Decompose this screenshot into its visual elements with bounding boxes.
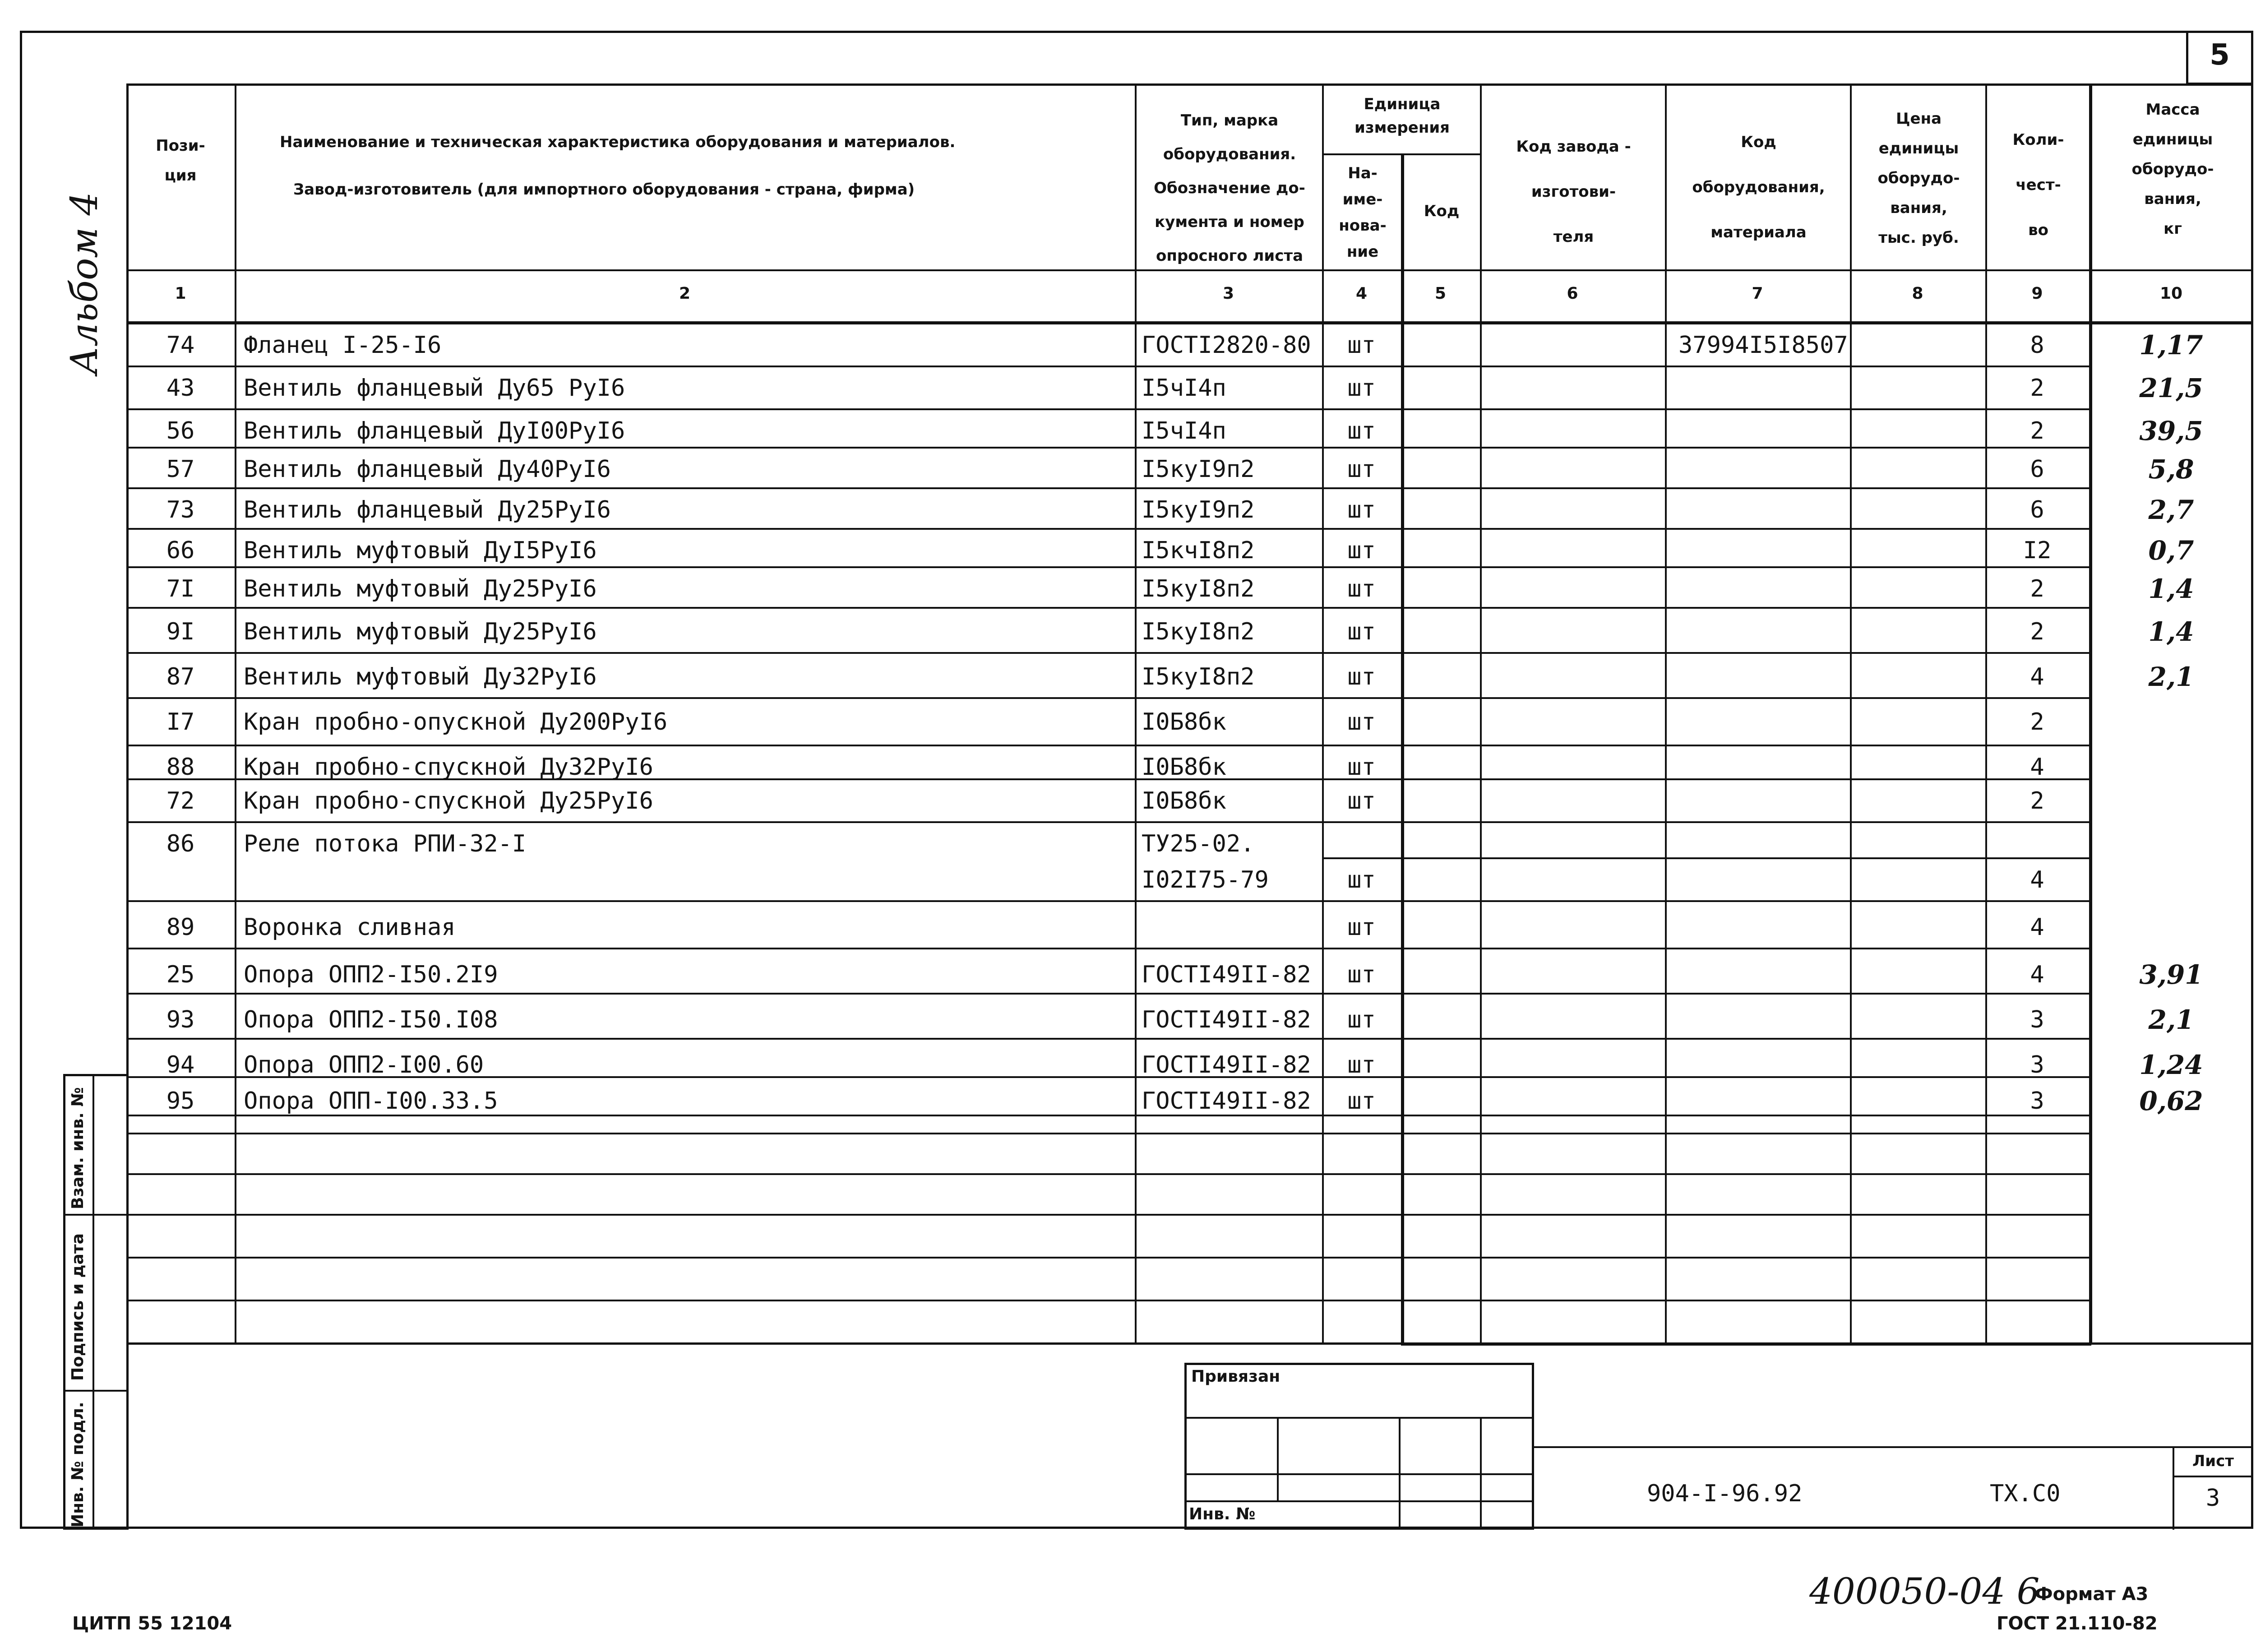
doc-block-top [1534,1446,2253,1448]
cell-name: Кран пробно-спускной Ду25РуI6 [244,787,653,814]
cell-position: 74 [166,332,195,359]
colnum-4: 4 [1355,284,1368,303]
col-line-5 [1480,83,1482,1345]
cell-type: I5куI8п2 [1142,618,1255,645]
cell-name: Опора ОПП2-I00.60 [244,1051,484,1078]
side-strip-divider [92,1074,94,1530]
cell-quantity: 2 [2030,618,2044,645]
cell-mass: 21,5 [2139,373,2203,403]
colnum-7: 7 [1752,284,1763,303]
cell-mass: 2,1 [2148,662,2194,692]
col-line-7 [1850,83,1852,1345]
row-line [126,652,2091,654]
cell-quantity: I2 [2023,537,2052,564]
side-label-inv: Инв. № подл. [69,1402,87,1527]
col-line-2 [1135,83,1137,1345]
header-type: Тип, марка оборудования. Обозначение до- кумента и номер опросного листа [1154,111,1305,265]
cell-quantity: 3 [2030,1051,2044,1078]
footer-handwritten-code: 400050-04 6 [1809,1570,2040,1612]
colnum-5: 5 [1434,284,1447,303]
cell-quantity: 6 [2030,496,2044,523]
cell-unit: шт [1347,866,1376,893]
row-line [126,900,2091,902]
cell-type: I5чI4п [1142,375,1226,402]
cell-unit: шт [1347,375,1376,402]
cell-position: 86 [166,830,195,857]
cell-name: Вентиль муфтовый Ду32РуI6 [244,663,597,690]
cell-position: 87 [166,663,195,690]
cell-quantity: 4 [2030,914,2044,941]
row-line [126,1076,2091,1078]
row-line [126,607,2091,609]
cell-unit: шт [1347,914,1376,941]
cell-unit: шт [1347,456,1376,483]
row-line [126,408,2091,410]
blank-row-line [126,1133,2091,1134]
col-line-4 [1401,153,1404,1345]
cell-quantity: 4 [2030,754,2044,781]
row-line [126,1038,2091,1040]
cell-quantity: 4 [2030,663,2044,690]
cell-type: ГОСТI49II-82 [1142,1087,1311,1115]
colnum-bottom-line [126,321,2253,324]
table-body-bottom [1401,1342,2091,1346]
cell-name: Вентиль фланцевый Ду65 РуI6 [244,375,625,402]
row-line [126,821,2091,823]
row-line [126,993,2091,995]
cell-type: ГОСТI49II-82 [1142,1051,1311,1078]
cell-unit: шт [1347,961,1376,988]
colnum-2: 2 [679,284,691,303]
side-label-podpis: Подпись и дата [69,1233,87,1381]
cell-position: 93 [166,1006,195,1033]
cell-quantity: 2 [2030,787,2044,814]
privyazan-col [1399,1417,1401,1530]
cell-quantity: 2 [2030,417,2044,444]
cell-equipment-code: 37994I5I8507 [1678,332,1848,359]
header-mass: Масса единицы оборудо- вания, кг [2131,101,2214,238]
cell-unit: шт [1347,575,1376,602]
row-line [126,528,2091,530]
cell-name: Кран пробно-спускной Ду32РуI6 [244,754,653,781]
cell-position: 7I [166,575,195,602]
cell-type: ГОСТI2820-80 [1142,332,1311,359]
cell-position: 72 [166,787,195,814]
doc-mark: ТХ.С0 [1990,1480,2061,1507]
side-label-vzam: Взам. инв. № [69,1087,87,1209]
cell-type: I0Б8бк [1142,708,1226,736]
row-line [126,447,2091,449]
cell-unit: шт [1347,618,1376,645]
cell-name: Опора ОПП-I00.33.5 [244,1087,498,1115]
row-line [126,697,2091,699]
cell-name: Вентиль фланцевый Ду40РуI6 [244,456,611,483]
header-unit-name: На- име- нова- ние [1339,164,1387,261]
header-name-line1: Наименование и техническая характеристика оборудования и материалов. [280,133,956,151]
cell-unit: шт [1347,754,1376,781]
cell-name: Реле потока РПИ-32-I [244,830,527,857]
cell-unit: шт [1347,1006,1376,1033]
cell-name: Вентиль фланцевый ДуI00РуI6 [244,417,625,444]
row-line [126,487,2091,489]
colnum-1: 1 [175,284,186,303]
cell-name: Вентиль муфтовый ДуI5РуI6 [244,537,597,564]
colnum-9: 9 [2031,284,2043,303]
cell-unit: шт [1347,496,1376,523]
cell-name: Вентиль муфтовый Ду25РуI6 [244,575,597,602]
cell-position: 9I [166,618,195,645]
col-line-9 [2089,83,2092,1345]
cell-unit: шт [1347,663,1376,690]
cell-position: 66 [166,537,195,564]
cell-mass: 39,5 [2139,416,2203,446]
col-line-1 [235,83,236,1345]
sheet-number: 3 [2205,1485,2220,1512]
cell-type: I0Б8бк [1142,787,1226,814]
col-line-6 [1665,83,1667,1345]
cell-mass: 0,7 [2148,535,2194,566]
cell-quantity: 3 [2030,1087,2044,1115]
cell-mass: 1,24 [2139,1050,2203,1080]
row-line [126,566,2091,568]
cell-position: 88 [166,754,195,781]
cell-type: I5куI9п2 [1142,456,1255,483]
footer-format: Формат А3 [2035,1584,2149,1605]
footer-stamp: ЦИТП 55 12104 [72,1613,232,1634]
cell-type: I5кчI8п2 [1142,537,1255,564]
header-position: Пози- ция [156,137,205,185]
cell-position: 95 [166,1087,195,1115]
cell-type: ГОСТI49II-82 [1142,961,1311,988]
doc-code: 904-I-96.92 [1647,1480,1803,1507]
cell-type: ГОСТI49II-82 [1142,1006,1311,1033]
cell-position: I7 [166,708,195,736]
header-unit-group: Единица измерения [1355,95,1450,137]
header-quantity: Коли- чест- во [2012,131,2064,239]
cell-name: Фланец I-25-I6 [244,332,442,359]
row-line [126,745,2091,746]
cell-quantity: 8 [2030,332,2044,359]
cell-unit: шт [1347,1087,1376,1115]
cell-quantity: 2 [2030,375,2044,402]
row-line [126,778,2091,780]
side-strip-line [63,1214,129,1216]
cell-unit: шт [1347,1051,1376,1078]
cell-type: I02I75-79 [1142,866,1269,893]
cell-name: Вентиль муфтовый Ду25РуI6 [244,618,597,645]
cell-position: 43 [166,375,195,402]
colnum-6: 6 [1567,284,1578,303]
colnum-10: 10 [2159,284,2183,303]
cell-mass: 1,17 [2139,330,2203,361]
cell-mass: 1,4 [2148,574,2194,604]
cell-unit: шт [1347,708,1376,736]
cell-unit: шт [1347,332,1376,359]
cell-mass: 1,4 [2148,616,2194,647]
blank-row-line [126,1257,2091,1259]
header-unit-code: Код [1424,202,1460,220]
row-line [126,1115,2091,1116]
header-plant-code: Код завода - изготови- теля [1516,138,1631,246]
privyazan-label: Привязан [1191,1367,1281,1386]
cell-name: Опора ОПП2-I50.2I9 [244,961,498,988]
row-line [1322,857,2091,859]
cell-position: 57 [166,456,195,483]
cell-type: ТУ25-02. [1142,830,1255,857]
inv-no-label: Инв. № [1189,1505,1256,1523]
cell-position: 73 [166,496,195,523]
cell-quantity: 3 [2030,1006,2044,1033]
cell-position: 25 [166,961,195,988]
privyazan-col [1277,1417,1279,1500]
cell-name: Воронка сливная [244,914,456,941]
cell-unit: шт [1347,537,1376,564]
cell-quantity: 4 [2030,961,2044,988]
cell-position: 89 [166,914,195,941]
corner-number: 5 [2210,38,2230,72]
blank-row-line [126,1300,2091,1301]
cell-type: I5куI8п2 [1142,663,1255,690]
cell-position: 56 [166,417,195,444]
cell-quantity: 4 [2030,866,2044,893]
cell-quantity: 2 [2030,575,2044,602]
row-line [126,948,2091,949]
cell-quantity: 6 [2030,456,2044,483]
cell-name: Вентиль фланцевый Ду25РуI6 [244,496,611,523]
blank-row-line [126,1173,2091,1175]
cell-mass: 3,91 [2139,959,2203,990]
cell-unit: шт [1347,417,1376,444]
privyazan-col [1480,1417,1482,1530]
cell-name: Опора ОПП2-I50.I08 [244,1006,498,1033]
cell-type: I0Б8бк [1142,754,1226,781]
cell-name: Кран пробно-опускной Ду200РуI6 [244,708,668,736]
header-name-line2: Завод-изготовитель (для импортного оборудования - страна, фирма) [293,180,915,199]
cell-mass: 5,8 [2148,454,2194,485]
cell-unit: шт [1347,787,1376,814]
header-price: Цена единицы оборудо- вания, тыс. руб. [1877,110,1960,247]
cell-position: 94 [166,1051,195,1078]
cell-type: I5чI4п [1142,417,1226,444]
cell-quantity: 2 [2030,708,2044,736]
cell-type: I5куI9п2 [1142,496,1255,523]
colnum-8: 8 [1912,284,1923,303]
cell-mass: 2,7 [2148,495,2194,525]
cell-mass: 0,62 [2139,1086,2203,1116]
cell-mass: 2,1 [2148,1004,2194,1035]
blank-row-line [126,1214,2091,1216]
colnum-3: 3 [1222,284,1234,303]
row-line [126,366,2091,367]
album-label: Альбом 4 [63,192,106,375]
sheet-label: Лист [2192,1452,2234,1470]
sheet-box-line [2173,1476,2253,1477]
footer-gost: ГОСТ 21.110-82 [1997,1613,2158,1634]
header-equipment-code: Код оборудования, материала [1692,133,1825,241]
side-strip-line [63,1390,129,1392]
cell-type: I5куI8п2 [1142,575,1255,602]
